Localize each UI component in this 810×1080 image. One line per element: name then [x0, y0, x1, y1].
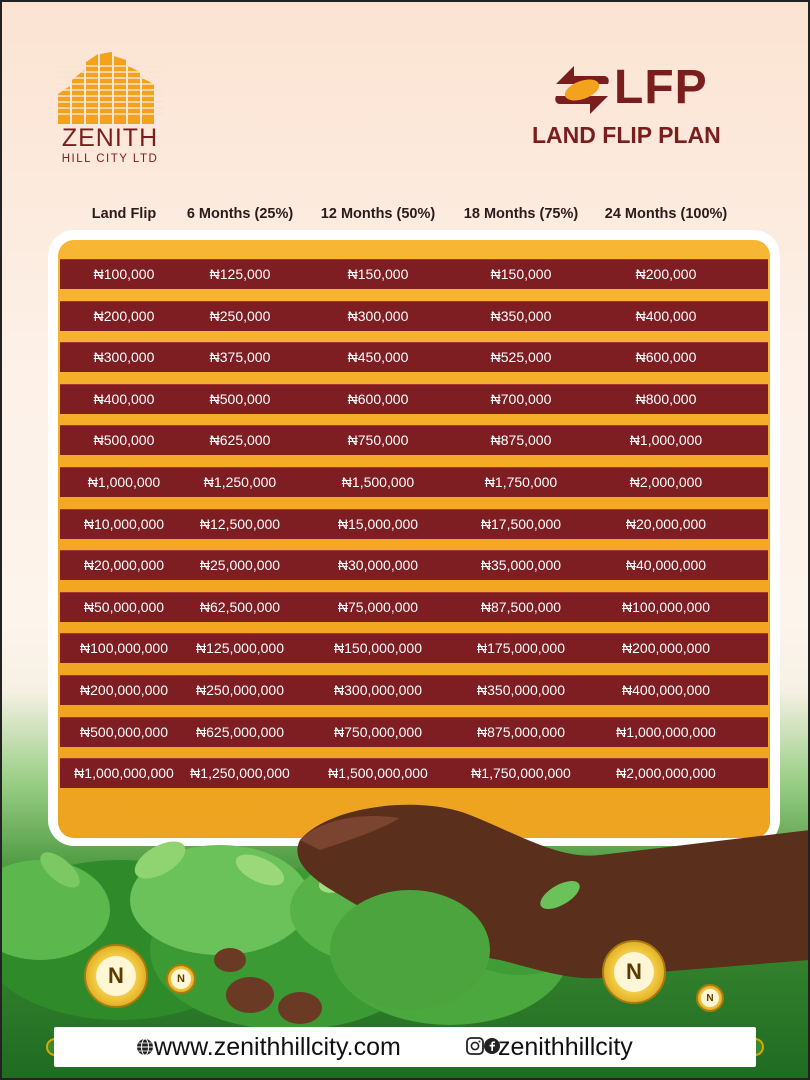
table-row: [60, 717, 768, 747]
table-cell: ₦350,000: [490, 307, 552, 324]
table-row: [60, 758, 768, 788]
flip-arrows-icon: [552, 62, 612, 118]
table-cell: ₦40,000,000: [625, 557, 707, 574]
table-row: [60, 633, 768, 663]
table-row: [60, 342, 768, 372]
table-cell: ₦300,000,000: [334, 681, 422, 698]
table-cell: ₦875,000: [490, 432, 552, 449]
price-table: [60, 259, 768, 800]
table-cell: ₦12,500,000: [199, 515, 281, 532]
buildings-icon: [56, 52, 164, 124]
table-row: [60, 259, 768, 289]
table-cell: ₦35,000,000: [480, 557, 562, 574]
table-cell: ₦500,000: [93, 432, 155, 449]
table-cell: ₦800,000: [635, 390, 697, 407]
table-cell: ₦1,500,000: [341, 473, 415, 490]
table-row: [60, 384, 768, 414]
table-cell: ₦350,000,000: [477, 681, 565, 698]
column-header: Land Flip: [91, 206, 157, 222]
brand-name: ZENITH: [61, 124, 159, 152]
table-cell: ₦300,000: [347, 307, 409, 324]
zenith-logo: [52, 52, 172, 172]
table-row: [60, 550, 768, 580]
naira-coin-icon: N: [84, 944, 148, 1008]
table-cell: ₦600,000: [347, 390, 409, 407]
table-row: [60, 467, 768, 497]
table-cell: ₦87,500,000: [480, 598, 562, 615]
table-cell: ₦375,000: [209, 349, 271, 366]
table-cell: ₦100,000,000: [622, 598, 710, 615]
table-row: [60, 509, 768, 539]
table-cell: ₦50,000,000: [83, 598, 165, 615]
table-cell: ₦20,000,000: [625, 515, 707, 532]
table-cell: ₦200,000: [635, 266, 697, 282]
brand-subtitle: HILL CITY LTD: [61, 153, 159, 165]
lfp-logo: [532, 60, 752, 160]
table-cell: ₦500,000: [209, 390, 271, 407]
column-header: 6 Months (25%): [186, 206, 294, 222]
table-cell: ₦150,000: [490, 266, 552, 282]
table-cell: ₦100,000,000: [80, 640, 168, 657]
table-cell: ₦2,000,000: [629, 473, 703, 490]
table-cell: ₦500,000,000: [80, 723, 168, 740]
table-cell: ₦25,000,000: [199, 557, 281, 574]
table-cell: ₦62,500,000: [199, 598, 281, 615]
column-header: 18 Months (75%): [463, 206, 579, 222]
naira-coin-small-icon: N: [166, 964, 196, 994]
table-cell: ₦400,000,000: [622, 681, 710, 698]
table-cell: ₦1,000,000,000: [74, 765, 174, 782]
table-cell: ₦200,000,000: [80, 681, 168, 698]
table-cell: ₦15,000,000: [337, 515, 419, 532]
table-cell: ₦750,000,000: [334, 723, 422, 740]
table-cell: ₦20,000,000: [83, 557, 165, 574]
table-cell: ₦750,000: [347, 432, 409, 449]
table-cell: ₦300,000: [93, 349, 155, 366]
table-headers: [0, 206, 810, 226]
table-cell: ₦2,000,000,000: [616, 765, 716, 782]
table-cell: ₦1,000,000: [87, 473, 161, 490]
table-cell: ₦250,000: [209, 307, 271, 324]
table-cell: ₦75,000,000: [337, 598, 419, 615]
table-row: [60, 301, 768, 331]
table-cell: ₦625,000: [209, 432, 271, 449]
table-cell: ₦150,000: [347, 266, 409, 282]
table-cell: ₦1,500,000,000: [328, 765, 428, 782]
table-cell: ₦150,000,000: [334, 640, 422, 657]
table-cell: ₦1,250,000: [203, 473, 277, 490]
table-cell: ₦1,000,000,000: [616, 723, 716, 740]
table-cell: ₦1,000,000: [629, 432, 703, 449]
social-handle[interactable]: zenithhillcity: [498, 1033, 633, 1061]
website-link[interactable]: www.zenithhillcity.com: [154, 1033, 401, 1061]
plan-name: LAND FLIP PLAN: [532, 122, 721, 148]
table-cell: ₦625,000,000: [196, 723, 284, 740]
naira-coin-small-icon: N: [696, 984, 724, 1012]
table-cell: ₦1,750,000,000: [471, 765, 571, 782]
globe-icon: [136, 1038, 154, 1056]
table-cell: ₦200,000: [93, 307, 155, 324]
table-cell: ₦400,000: [635, 307, 697, 324]
table-row: [60, 425, 768, 455]
instagram-icon: [466, 1037, 484, 1055]
table-cell: ₦30,000,000: [337, 557, 419, 574]
column-header: 24 Months (100%): [604, 206, 728, 222]
table-cell: ₦600,000: [635, 349, 697, 366]
footer-bar: [54, 1027, 756, 1067]
column-header: 12 Months (50%): [320, 206, 436, 222]
table-cell: ₦450,000: [347, 349, 409, 366]
table-cell: ₦175,000,000: [477, 640, 565, 657]
table-cell: ₦100,000: [93, 266, 155, 282]
naira-coin-icon: N: [602, 940, 666, 1004]
table-cell: ₦10,000,000: [83, 515, 165, 532]
table-cell: ₦1,750,000: [484, 473, 558, 490]
table-cell: ₦1,250,000,000: [190, 765, 290, 782]
table-cell: ₦125,000,000: [196, 640, 284, 657]
table-cell: ₦250,000,000: [196, 681, 284, 698]
table-row: [60, 592, 768, 622]
table-cell: ₦400,000: [93, 390, 155, 407]
table-cell: ₦125,000: [209, 266, 271, 282]
table-row: [60, 675, 768, 705]
table-cell: ₦875,000,000: [477, 723, 565, 740]
table-cell: ₦17,500,000: [480, 515, 562, 532]
table-cell: ₦525,000: [490, 349, 552, 366]
plan-code: LFP: [614, 61, 708, 114]
leaf-cluster: [330, 890, 490, 1010]
table-cell: ₦700,000: [490, 390, 552, 407]
table-cell: ₦200,000,000: [622, 640, 710, 657]
